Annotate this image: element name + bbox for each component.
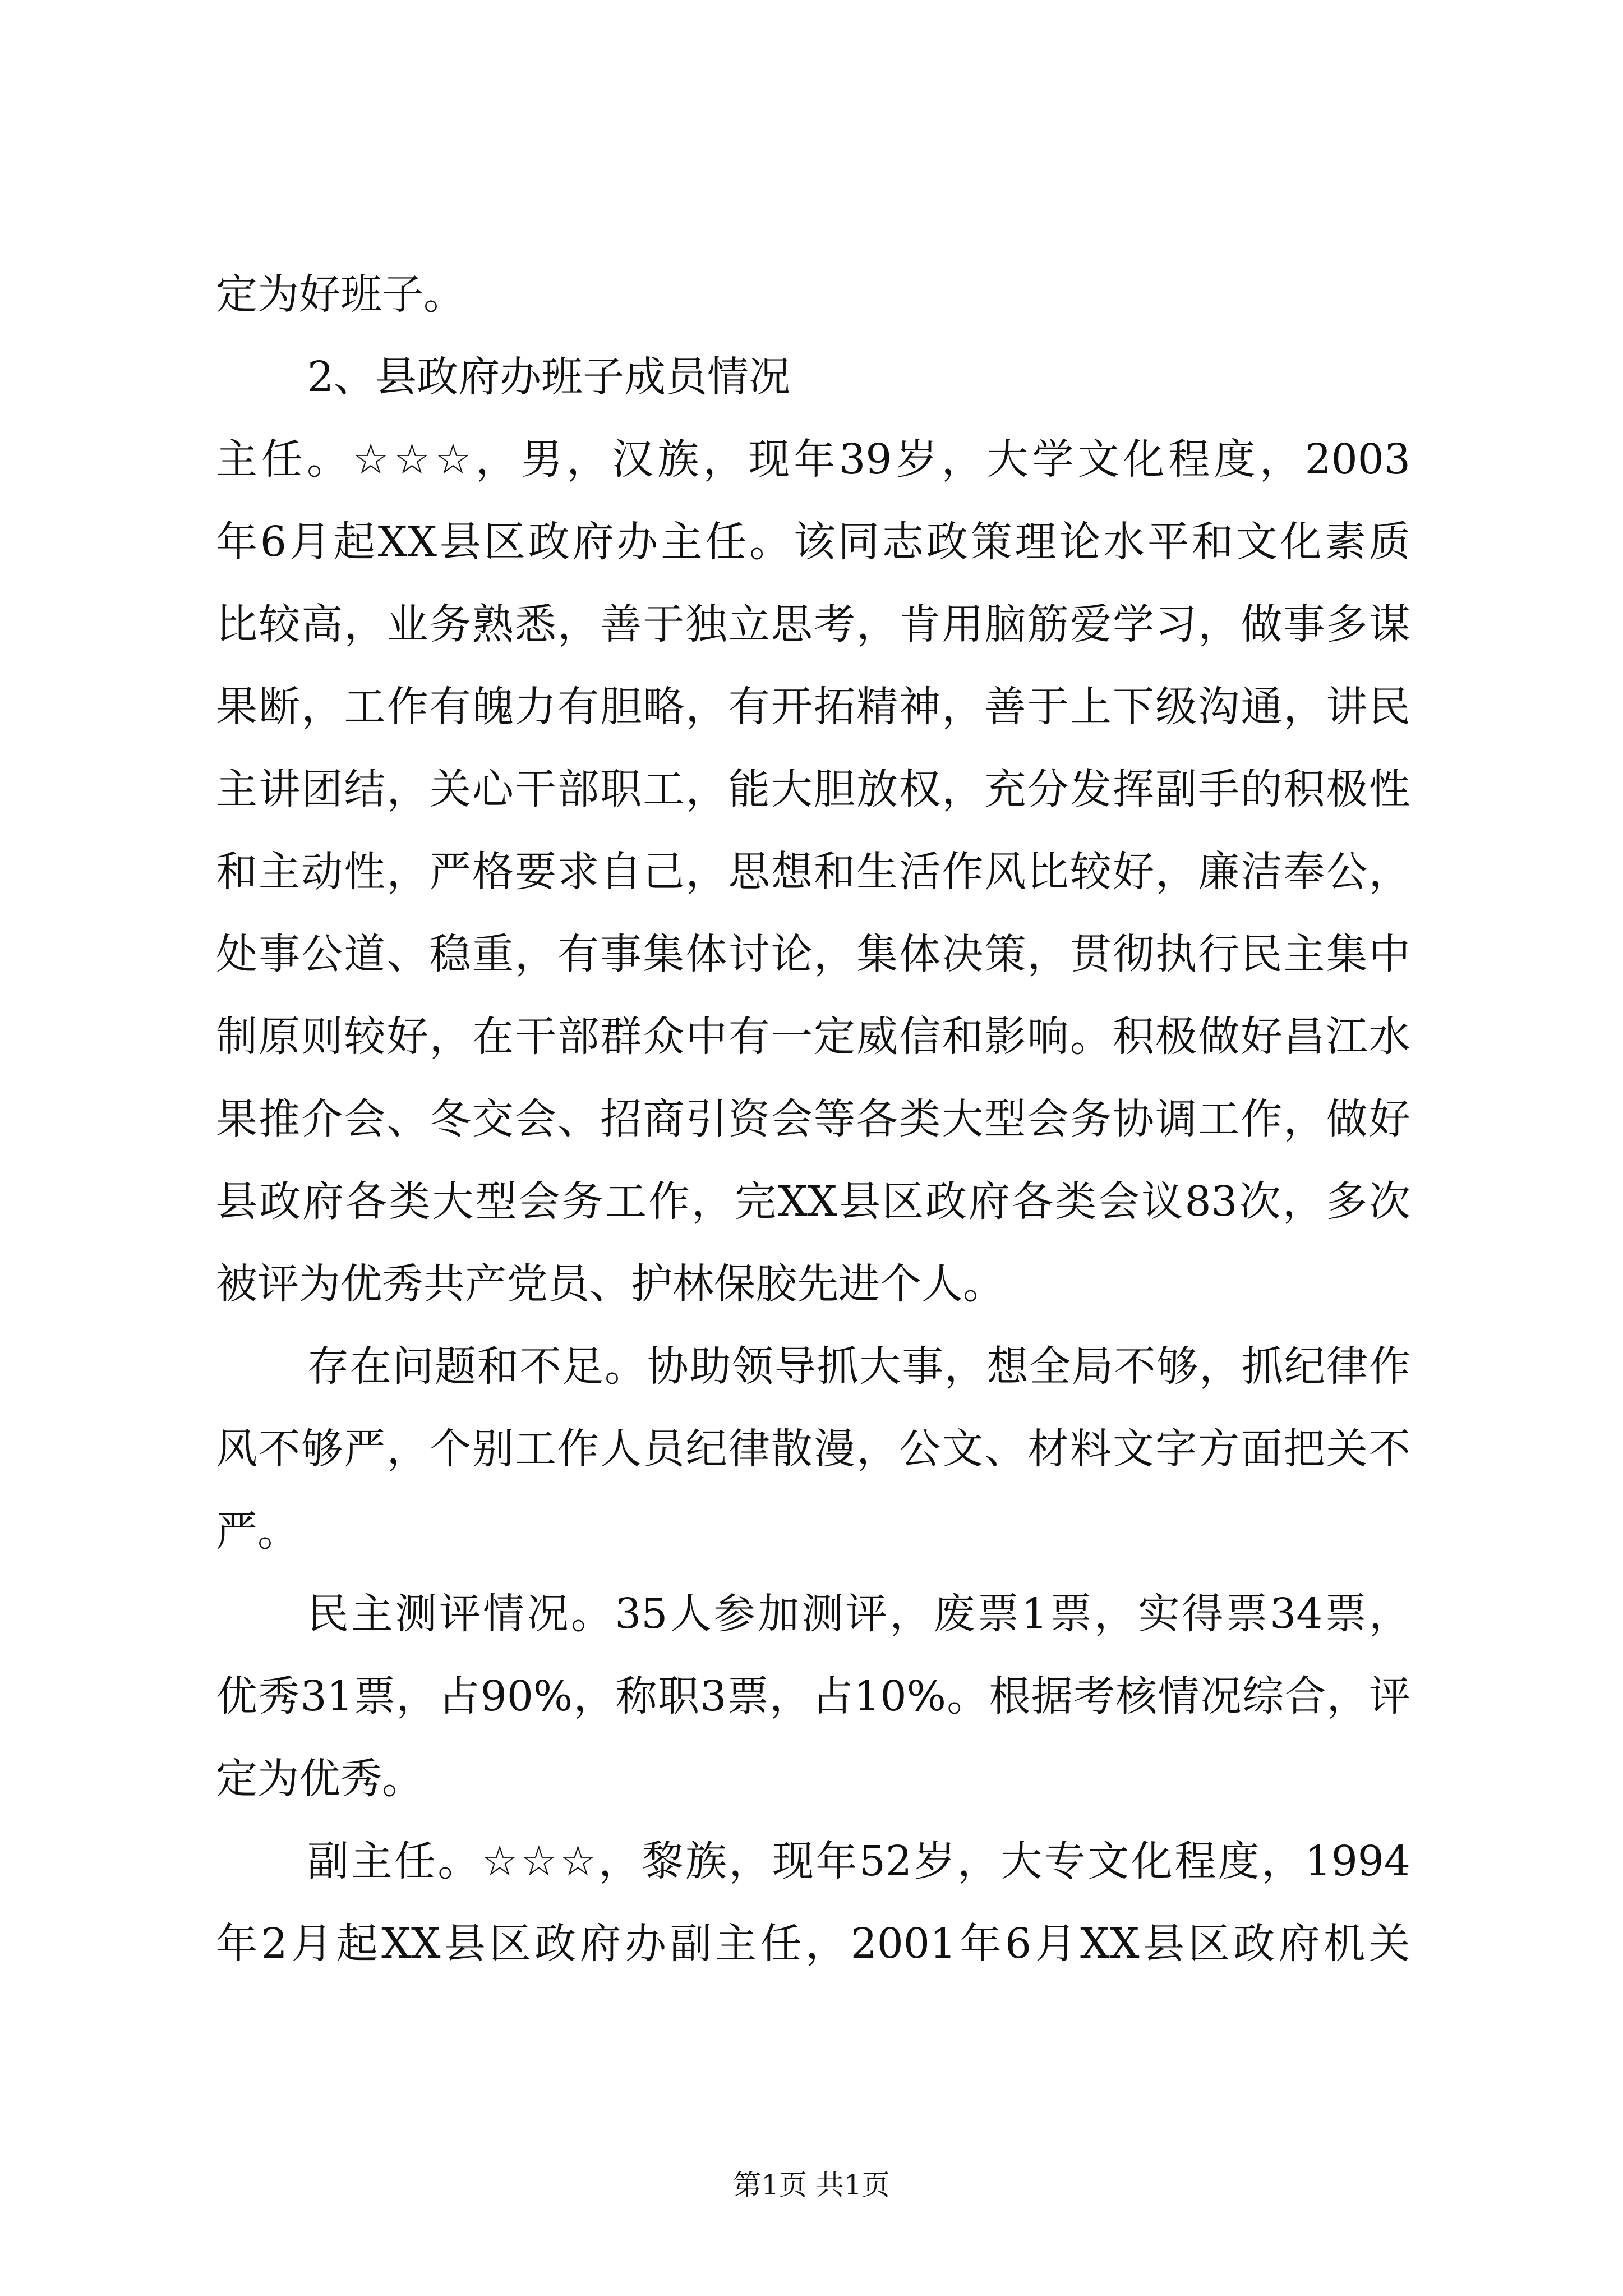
text-line: 优 秀 31 票 ， 占 90% ， 称 职 3 票 ， 占 10% 。 根 据 考 核 情 况 综 合 ， 评 [216,1672,1410,1720]
text-line: 和 主 动 性 ， 严 格 要 求 自 己 ， 思 想 和 生 活 作 风 比 较 好 ， 廉 洁 奉 公 ， [216,848,1410,896]
text-line: 被评为优秀共产党员、护林保胶先进个人。 [216,1260,1004,1308]
page-footer: 第1页 共1页 [733,2169,890,2201]
text-line: 风 不 够 严 ， 个 别 工 作 人 员 纪 律 散 漫 ， 公 文 、 材 料 文 字 方 面 把 关 不 [216,1425,1410,1473]
text-line: 严。 [216,1507,299,1556]
text-line: 定为优秀。 [216,1755,423,1803]
text-line: 果 推 介 会 、 冬 交 会 、 招 商 引 资 会 等 各 类 大 型 会 务 协 调 工 作 ， 做 好 [216,1095,1410,1143]
text-line: 民 主 测 评 情 况 。 35 人 参 加 测 评 ， 废 票 1 票 ， 实 得 票 34 票 ， [307,1590,1410,1638]
text-line: 制 原 则 较 好 ， 在 干 部 群 众 中 有 一 定 威 信 和 影 响 。 积 极 做 好 昌 江 水 [216,1013,1410,1061]
text-line: 年 2 月 起 XX 县 区 政 府 办 副 主 任 ， 2001 年 6 月 XX 县 区 政 府 机 关 [216,1920,1410,1968]
text-line: 定为好班子。 [216,270,465,319]
text-line: 处 事 公 道 、 稳 重 ， 有 事 集 体 讨 论 ， 集 体 决 策 ， 贯 彻 执 行 民 主 集 中 [216,930,1410,978]
text-line: 副 主 任 。 ☆ ☆ ☆ ， 黎 族 ， 现 年 52 岁 ， 大 专 文 化 程 度 ， 1994 [307,1837,1410,1885]
text-line: 果 断 ， 工 作 有 魄 力 有 胆 略 ， 有 开 拓 精 神 ， 善 于 上 下 级 沟 通 ， 讲 民 [216,683,1410,731]
text-line: 县 政 府 各 类 大 型 会 务 工 作 ， 完 XX 县 区 政 府 各 类 会 议 83 次 ， 多 次 [216,1177,1410,1226]
text-line: 年 6 月 起 XX 县 区 政 府 办 主 任 。 该 同 志 政 策 理 论 水 平 和 文 化 素 质 [216,518,1410,566]
text-line: 主 讲 团 结 ， 关 心 干 部 职 工 ， 能 大 胆 放 权 ， 充 分 发 挥 副 手 的 积 极 性 [216,765,1410,813]
text-line: 存 在 问 题 和 不 足 。 协 助 领 导 抓 大 事 ， 想 全 局 不 够 ， 抓 纪 律 作 [307,1342,1410,1391]
text-line: 比 较 高 ， 业 务 熟 悉 ， 善 于 独 立 思 考 ， 肯 用 脑 筋 爱 学 习 ， 做 事 多 谋 [216,600,1410,648]
text-line: 主 任 。 ☆ ☆ ☆ ， 男 ， 汉 族 ， 现 年 39 岁 ， 大 学 文 化 程 度 ， 2003 [216,435,1410,484]
section-heading: 2、县政府办班子成员情况 [307,353,791,401]
